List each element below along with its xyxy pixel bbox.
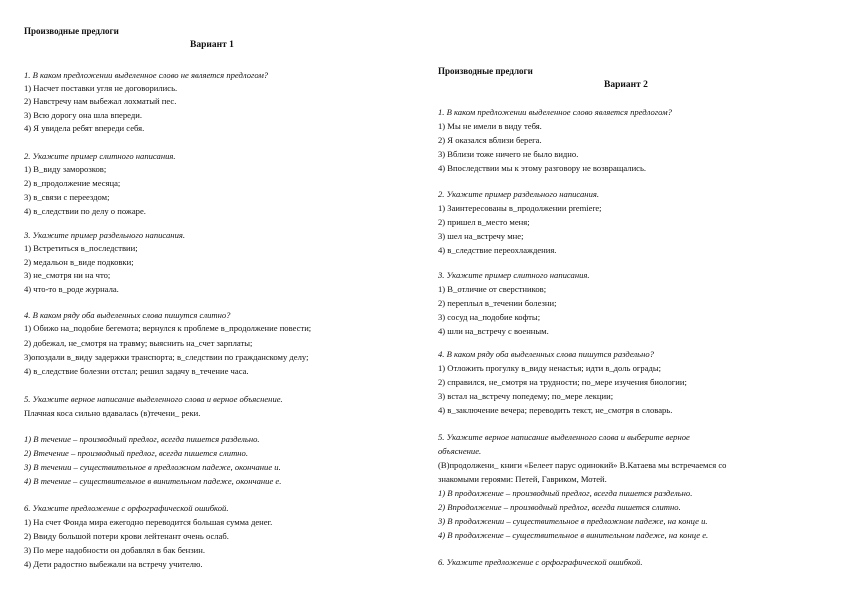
answer-option: 4) Я увидела ребят впереди себя. — [24, 123, 145, 133]
answer-option: 2) в_продолжение месяца; — [24, 178, 121, 188]
answer-option: 4) Дети радостно выбежали на встречу учителю. — [24, 559, 203, 569]
answer-option: 3) В течении – существительное в предложном падеже, окончание и. — [24, 462, 281, 472]
question-text: 6. Укажите предложение с орфографической ошибкой. — [24, 503, 229, 513]
question-text: 4. В каком ряду оба выделенных слова пишутся раздельно? — [438, 349, 654, 359]
answer-option: знакомыми героями: Петей, Гавриком, Мотей. — [438, 474, 607, 484]
answer-option: 1) Мы не имели в виду тебя. — [438, 121, 542, 131]
answer-option: (В)продолжени_ книги «Белеет парус одинокий» В.Катаева мы встречаемся со — [438, 460, 727, 470]
answer-option: 3) встал на_встречу попедему; по_мере лекции; — [438, 391, 614, 401]
answer-option: 3)опоздали в_виду задержки транспорта; в_следствии по гражданскому делу; — [24, 352, 309, 362]
question-text: 5. Укажите верное написание выделенного слова и выберите верное — [438, 432, 690, 442]
answer-option: 3) Вблизи тоже ничего не было видно. — [438, 149, 579, 159]
answer-option: 3) Всю дорогу она шла впереди. — [24, 110, 142, 120]
answer-option: 4) в_следствие переохлаждения. — [438, 245, 557, 255]
answer-option: 1) Заинтересованы в_продолжении premiere; — [438, 203, 602, 213]
answer-option: 2) переплыл в_течении болезни; — [438, 298, 557, 308]
answer-option: 2) Ввиду большой потери крови лейтенант очень ослаб. — [24, 531, 229, 541]
question-text: 3. Укажите пример раздельного написания. — [24, 230, 186, 240]
answer-option: 3) сосуд на_подобие кофты; — [438, 312, 541, 322]
answer-option: 1) Насчет поставки угля не договорились. — [24, 83, 178, 93]
answer-option: 1) Обижо на_подобие бегемота; вернулся к проблеме в_продолжение повести; — [24, 323, 312, 333]
answer-option: 3) В продолжении – существительное в предложном падеже, на конце и. — [438, 516, 708, 526]
answer-option: 2) Я оказался вблизи берега. — [438, 135, 542, 145]
question-text: 5. Укажите верное написание выделенного слова и верное объяснение. — [24, 394, 283, 404]
question-text: 4. В каком ряду оба выделенных слова пишутся слитно? — [24, 310, 231, 320]
answer-option: 3) не_смотря ни на что; — [24, 270, 111, 280]
answer-option: 1) В_виду заморозков; — [24, 164, 107, 174]
answer-option: 3) в_связи с переездом; — [24, 192, 110, 202]
question-text: 1. В каком предложении выделенное слово является предлогом? — [438, 107, 672, 117]
answer-option: 3) По мере надобности он добавлял в бак бензин. — [24, 545, 206, 555]
answer-option: 1) Встретиться в_последствии; — [24, 243, 138, 253]
variant-heading: Вариант 2 — [604, 80, 648, 90]
answer-option: 4) в_следствие болезни отстал; решил задачу в_течение часа. — [24, 366, 249, 376]
page-title: Производные предлоги — [24, 26, 119, 36]
question-text: 6. Укажите предложение с орфографической ошибкой. — [438, 557, 643, 567]
answer-option: 4) в_следствии по делу о пожаре. — [24, 206, 146, 216]
answer-option: 2) Впродолжение – производный предлог, всегда пишется слитно. — [438, 502, 681, 512]
answer-option: 4) Впоследствии мы к этому разговору не возвращались. — [438, 163, 647, 173]
answer-option: 4) в_заключение вечера; переводить текст, не_смотря в словарь. — [438, 405, 673, 415]
answer-option: Плачная коса сильно вдавалась (в)течени_ реки. — [24, 408, 201, 418]
question-text: 1. В каком предложении выделенное слово не является предлогом? — [24, 70, 269, 80]
answer-option: 2) медальон в_виде подковки; — [24, 257, 134, 267]
answer-option: 1) В_отличие от сверстников; — [438, 284, 547, 294]
answer-option: 3) шел на_встречу мне; — [438, 231, 524, 241]
page-title: Производные предлоги — [438, 66, 533, 76]
answer-option: 4) что-то в_роде журнала. — [24, 284, 119, 294]
question-text: 2. Укажите пример раздельного написания. — [438, 189, 600, 199]
answer-option: 1) Отложить прогулку в_виду ненастья; идти в_доль ограды; — [438, 363, 662, 373]
answer-option: 4) шли на_встречу с военным. — [438, 326, 549, 336]
answer-option: 2) Втечение – производный предлог, всегда пишется слитно. — [24, 448, 249, 458]
answer-option: 2) Навстречу нам выбежал лохматый пес. — [24, 96, 177, 106]
answer-option: 2) справился, не_смотря на трудности; по_мере изучения биологии; — [438, 377, 687, 387]
question-text: 3. Укажите пример слитного написания. — [438, 270, 590, 280]
answer-option: 1) На счет Фонда мира ежегодно переводится большая сумма денег. — [24, 517, 273, 527]
answer-option: 2) добежал, не_смотря на травму; выяснить на_счет зарплаты; — [24, 338, 253, 348]
question-text: объяснение. — [438, 446, 482, 456]
answer-option: 2) пришел в_место меня; — [438, 217, 530, 227]
question-text: 2. Укажите пример слитного написания. — [24, 151, 176, 161]
answer-option: 4) В течение – существительное в винительном падеже, окончание е. — [24, 476, 282, 486]
answer-option: 4) В продолжение – существительное в винительном падеже, на конце е. — [438, 530, 709, 540]
answer-option: 1) В продолжение – производный предлог, всегда пишется раздельно. — [438, 488, 693, 498]
variant-heading: Вариант 1 — [190, 40, 234, 50]
answer-option: 1) В течение – производный предлог, всегда пишется раздельно. — [24, 434, 260, 444]
